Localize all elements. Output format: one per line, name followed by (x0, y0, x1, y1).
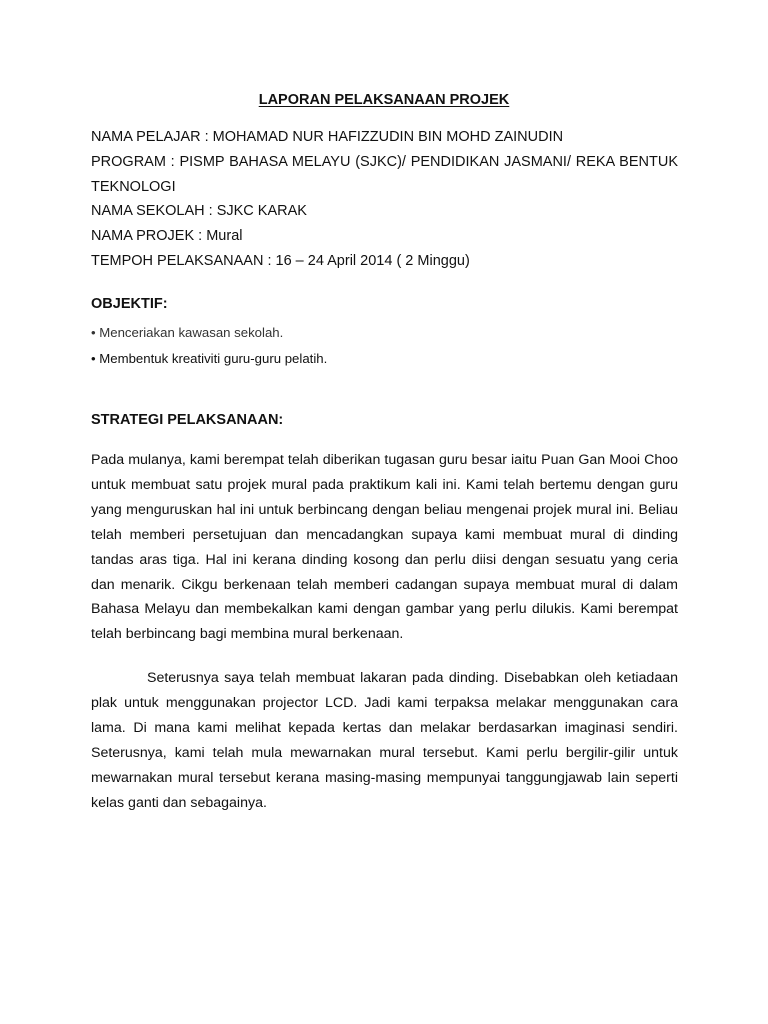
student-info (91, 125, 678, 274)
program-line: PROGRAM : PISMP BAHASA MELAYU (SJKC)/ PENDIDIKAN JASMANI/ REKA BENTUK TEKNOLOGI (91, 153, 678, 195)
strategy-paragraph-1: Pada mulanya, kami berempat telah diberikan tugasan guru besar iaitu Puan Gan Mooi Choo untuk membuat satu projek mural pada praktikum kali ini. Kami telah bertemu dengan guru yang menguruskan hal ini untuk berbincang dengan beliau mengenai projek mural ini. Beliau telah memberi persetujuan dan mencadangkan supaya kami membuat mural di dinding tandas aras tiga. Hal ini kerana dinding kosong dan perlu diisi dengan sesuatu yang ceria dan menarik. Cikgu berkenaan telah memberi cadangan supaya membuat mural di dalam Bahasa Melayu dan membekalkan kami dengan gambar yang perlu dilukis. Kami berempat telah berbincang bagi membina mural berkenaan. (91, 452, 678, 643)
strategy-heading: STRATEGI PELAKSANAAN: (91, 412, 284, 428)
objectives-heading: OBJEKTIF: (91, 296, 168, 312)
student-name: NAMA PELAJAR : MOHAMAD NUR HAFIZZUDIN BIN MOHD ZAINUDIN (91, 129, 564, 145)
implementation-period: TEMPOH PELAKSANAAN : 16 – 24 April 2014 ( 2 Minggu) (91, 252, 470, 269)
school-name: NAMA SEKOLAH : SJKC KARAK (91, 203, 307, 220)
objective-item: • Menceriakan kawasan sekolah. (91, 325, 284, 340)
objective-item: • Membentuk kreativiti guru-guru pelatih. (91, 351, 328, 366)
report-title: LAPORAN PELAKSANAAN PROJEK (258, 92, 510, 108)
project-name: NAMA PROJEK : Mural (91, 228, 243, 245)
strategy-paragraph-2: Seterusnya saya telah membuat lakaran pada dinding. Disebabkan oleh ketiadaan plak untuk menggunakan projector LCD. Jadi kami terpaksa melakar menggunakan cara lama. Di mana kami melihat kepada kertas dan melakar berdasarkan imaginasi sendiri. Seterusnya, kami telah mula mewarnakan mural tersebut. Kami perlu bergilir-gilir untuk mewarnakan mural tersebut kerana masing-masing mempunyai tanggungjawab lain seperti kelas ganti dan sebagainya. (91, 670, 678, 811)
